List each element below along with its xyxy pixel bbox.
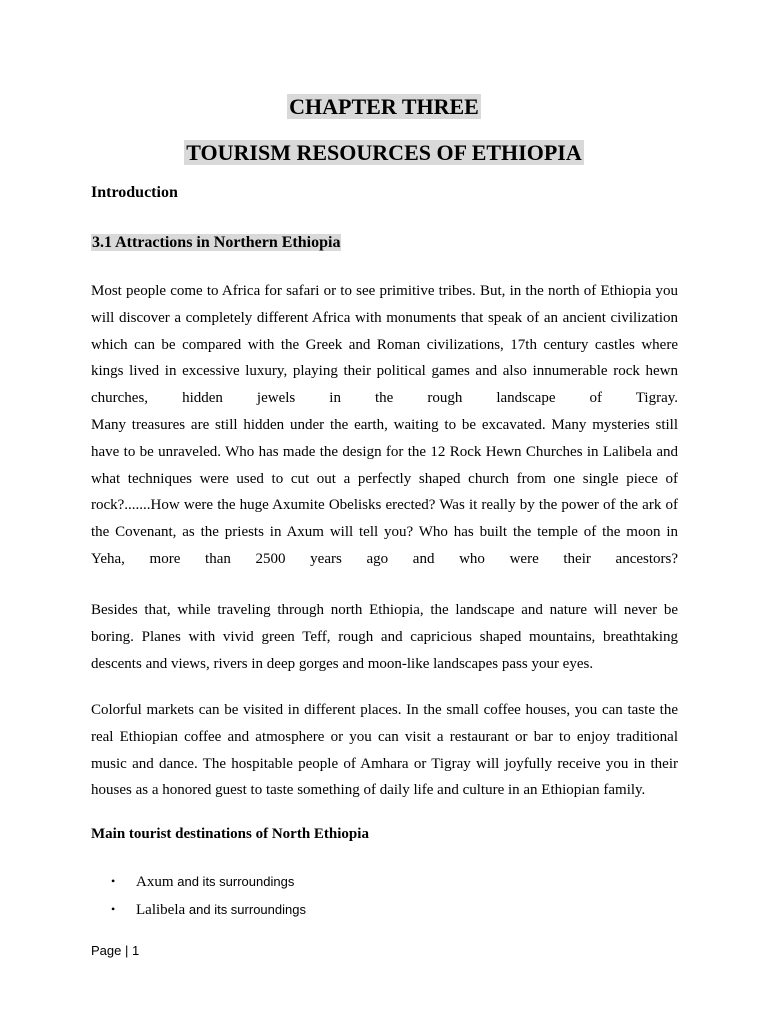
chapter-title [0,94,768,120]
destination-place: Axum [136,874,174,890]
chapter-subtitle [0,140,768,166]
paragraph-line: Many treasures are still hidden under the earth, waiting to be excavated. Many mysteries still [91,416,678,433]
paragraph-line: the Covenant, as the priests in Axum will tell you? Who has built the temple of the moon in [91,524,678,541]
paragraph-line: kings lived in excessive luxury, playing their political games and also innumerable rock hewn [91,363,678,380]
chapter-title-text: CHAPTER THREE [289,94,479,119]
paragraph-line: Besides that, while traveling through north Ethiopia, the landscape and nature will never be [91,602,678,618]
paragraph-line: music and dance. The hospitable people of Amhara or Tigray will joyfully receive you in their [91,755,678,772]
paragraph-3 [91,697,678,804]
section-heading-text: 3.1 Attractions in Northern Ethiopia [92,234,341,251]
introduction-heading: Introduction [91,184,178,201]
paragraph-line: rock?.......How were the huge Axumite Obelisks erected? Was it really by the power of the ark of [91,497,678,514]
paragraph-1 [91,278,678,573]
page-number-footer: Page | 1 [91,943,140,958]
chapter-subtitle-text: TOURISM RESOURCES OF ETHIOPIA [186,140,582,165]
destinations-heading: Main tourist destinations of North Ethiopia [91,826,369,842]
destination-suffix: and its surroundings [177,874,295,889]
bullet-icon: • [111,874,116,888]
paragraph-line: what techniques were used to cut out a perfectly shaped church from one single piece of [91,470,678,487]
paragraph-line: real Ethiopian coffee and atmosphere or you can visit a restaurant or bar to enjoy traditional [91,728,678,745]
paragraph-line: boring. Planes with vivid green Teff, rough and capricious shaped mountains, breathtaking [91,628,678,645]
paragraph-line: Most people come to Africa for safari or to see primitive tribes. But, in the north of Ethiopia you [91,283,678,299]
destination-suffix: and its surroundings [188,902,306,917]
paragraph-2 [91,597,678,677]
paragraph-line: churches, hidden jewels in the rough landscape of Tigray. [91,390,678,407]
bullet-icon: • [111,902,116,916]
list-item [91,868,306,896]
paragraph-line: houses as a honored guest to taste something of daily life and culture in an Ethiopian family. [91,782,646,799]
section-heading [91,232,341,254]
paragraph-line: Yeha, more than 2500 years ago and who were their ancestors? [91,550,678,567]
paragraph-line: have to be unraveled. Who has made the design for the 12 Rock Hewn Churches in Lalibela and [91,443,678,460]
destinations-list [91,868,306,924]
paragraph-line: which can be compared with the Greek and Roman civilizations, 17th century castles where [91,336,678,353]
paragraph-line: Colorful markets can be visited in different places. In the small coffee houses, you can taste the [91,702,678,718]
list-item [91,896,306,924]
destination-place: Lalibela [136,902,186,918]
paragraph-line: descents and views, rivers in deep gorges and moon-like landscapes pass your eyes. [91,655,594,672]
paragraph-line: will discover a completely different Africa with monuments that speak of an ancient civilization [91,309,678,326]
